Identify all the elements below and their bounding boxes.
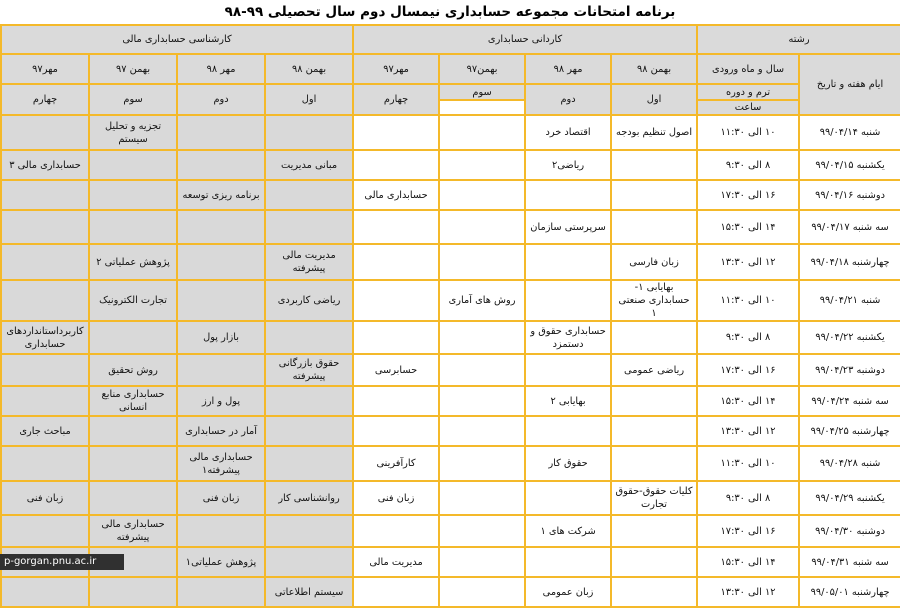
assoc-term-3: سوم [439,84,525,100]
course-cell [265,321,353,354]
course-cell [439,180,525,210]
exam-time: ۱۶ الی ۱۷:۳۰ [697,515,799,547]
course-cell: مدیریت مالی پیشرفته [265,244,353,280]
course-cell [1,515,89,547]
table-row [1,481,900,515]
course-cell [89,150,177,180]
course-cell [177,150,265,180]
table-row [1,150,900,180]
course-cell [439,577,525,607]
course-cell [89,321,177,354]
bach-term-1: اول [265,84,353,115]
course-cell [1,354,89,386]
course-cell: حسابداری منابع انسانی [89,386,177,416]
exam-date: دوشنبه ۹۹/۰۴/۲۳ [799,354,900,386]
course-cell [353,321,439,354]
table-row [1,577,900,607]
course-cell [439,115,525,150]
table-row [1,446,900,481]
exam-date: یکشنبه ۹۹/۰۴/۲۲ [799,321,900,354]
course-cell [353,244,439,280]
course-cell: زبان فارسی [611,244,697,280]
assoc-entry-2: مهر ۹۸ [525,54,611,84]
schedule-body [1,115,900,607]
exam-time: ۸ الی ۹:۳۰ [697,481,799,515]
course-cell [177,354,265,386]
bach-entry-1: بهمن ۹۸ [265,54,353,84]
course-cell: حسابرسی [353,354,439,386]
exam-schedule-table [0,24,900,608]
course-cell: روش های آماری [439,280,525,321]
course-cell [439,446,525,481]
course-cell [439,386,525,416]
table-row [1,416,900,446]
course-cell [611,515,697,547]
course-cell [525,354,611,386]
course-cell: حسابداری مالی پیشرفته۱ [177,446,265,481]
course-cell [439,210,525,244]
course-cell: کلیات حقوق-حقوق تجارت [611,481,697,515]
course-cell [265,446,353,481]
exam-time: ۱۶ الی ۱۷:۳۰ [697,180,799,210]
course-cell: زبان فنی [353,481,439,515]
bach-term-4: چهارم [1,84,89,115]
course-cell [1,244,89,280]
entry-label: سال و ماه ورودی [697,54,799,84]
course-cell: حسابداری مالی [353,180,439,210]
course-cell: تجارت الکترونیک [89,280,177,321]
exam-time: ۱۰ الی ۱۱:۳۰ [697,446,799,481]
course-cell: مبانی مدیریت [265,150,353,180]
course-cell [177,115,265,150]
course-cell [89,446,177,481]
course-cell [1,446,89,481]
exam-date: شنبه ۹۹/۰۴/۲۸ [799,446,900,481]
course-cell: بهایابی ۲ [525,386,611,416]
course-cell: زبان فنی [177,481,265,515]
course-cell [177,280,265,321]
course-cell: زبان عمومی [525,577,611,607]
assoc-term-2: دوم [525,84,611,115]
course-cell [1,386,89,416]
exam-date: دوشنبه ۹۹/۰۴/۳۰ [799,515,900,547]
course-cell [525,416,611,446]
course-cell: اقتصاد خرد [525,115,611,150]
course-cell [611,446,697,481]
course-cell [439,244,525,280]
bach-entry-2: مهر ۹۸ [177,54,265,84]
course-cell: آمار در حسابداری [177,416,265,446]
course-cell [177,515,265,547]
course-cell: حسابداری حقوق و دستمزد [525,321,611,354]
course-cell [265,210,353,244]
exam-date: دوشنبه ۹۹/۰۴/۱۶ [799,180,900,210]
term-label: ترم و دوره [697,84,799,100]
course-cell: مدیریت مالی [353,547,439,577]
course-cell [439,150,525,180]
table-row [1,386,900,416]
group-bachelor: کارشناسی حسابداری مالی [1,25,353,54]
exam-date: چهارشنبه ۹۹/۰۴/۲۵ [799,416,900,446]
course-cell [439,416,525,446]
course-cell [89,481,177,515]
course-cell [611,386,697,416]
bach-entry-4: مهر۹۷ [1,54,89,84]
table-row [1,515,900,547]
course-cell [439,515,525,547]
assoc-term-3-blank [439,100,525,115]
course-cell: اصول تنظیم بودجه [611,115,697,150]
course-cell [1,180,89,210]
table-row [1,180,900,210]
course-cell [439,321,525,354]
exam-time: ۱۴ الی ۱۵:۳۰ [697,547,799,577]
exam-time: ۱۰ الی ۱۱:۳۰ [697,115,799,150]
assoc-term-4: چهارم [353,84,439,115]
course-cell [265,547,353,577]
course-cell [265,386,353,416]
course-cell [439,481,525,515]
course-cell [177,577,265,607]
exam-date: سه شنبه ۹۹/۰۴/۲۴ [799,386,900,416]
table-row [1,354,900,386]
course-cell [353,150,439,180]
exam-time: ۸ الی ۹:۳۰ [697,321,799,354]
course-cell [525,180,611,210]
course-cell [611,547,697,577]
course-cell: کاربرداستانداردهای حسابداری [1,321,89,354]
course-cell [353,416,439,446]
course-cell: کارآفرینی [353,446,439,481]
course-cell [1,280,89,321]
course-cell: شرکت های ۱ [525,515,611,547]
assoc-entry-1: بهمن ۹۸ [611,54,697,84]
assoc-term-1: اول [611,84,697,115]
exam-time: ۱۲ الی ۱۳:۳۰ [697,577,799,607]
course-cell: زبان فنی [1,481,89,515]
course-cell: روش تحقیق [89,354,177,386]
exam-time: ۱۶ الی ۱۷:۳۰ [697,354,799,386]
exam-date: چهارشنبه ۹۹/۰۵/۰۱ [799,577,900,607]
course-cell [525,280,611,321]
course-cell [89,210,177,244]
exam-time: ۱۲ الی ۱۳:۳۰ [697,416,799,446]
course-cell: حسابداری مالی ۳ [1,150,89,180]
course-cell [611,577,697,607]
day-date-label: ایام هفته و تاریخ [799,54,900,115]
group-associate: کاردانی حسابداری [353,25,697,54]
course-cell [265,115,353,150]
course-cell [353,115,439,150]
exam-date: سه شنبه ۹۹/۰۴/۱۷ [799,210,900,244]
course-cell [611,416,697,446]
course-cell: حقوق کار [525,446,611,481]
exam-date: شنبه ۹۹/۰۴/۲۱ [799,280,900,321]
course-cell: بازار پول [177,321,265,354]
course-cell [265,515,353,547]
course-cell [89,180,177,210]
course-cell: حسابداری مالی پیشرفته [89,515,177,547]
exam-time: ۱۰ الی ۱۱:۳۰ [697,280,799,321]
table-row [1,244,900,280]
course-cell: حقوق بازرگانی پیشرفته [265,354,353,386]
course-cell [353,280,439,321]
course-cell: تجزیه و تحلیل سیستم [89,115,177,150]
exam-time: ۸ الی ۹:۳۰ [697,150,799,180]
course-cell [1,210,89,244]
course-cell: روانشناسی کار [265,481,353,515]
course-cell [525,481,611,515]
course-cell [611,321,697,354]
course-cell: سرپرستی سازمان [525,210,611,244]
course-cell [353,210,439,244]
course-cell [265,180,353,210]
course-cell [353,386,439,416]
page-title: برنامه امتحانات مجموعه حسابداری نیمسال دوم سال تحصیلی ۹۹-۹۸ [224,4,676,20]
course-cell: ریاضی عمومی [611,354,697,386]
course-cell [353,577,439,607]
course-cell [89,416,177,446]
course-cell [611,180,697,210]
course-cell [611,150,697,180]
table-row [1,321,900,354]
bach-entry-3: بهمن ۹۷ [89,54,177,84]
bach-term-2: دوم [177,84,265,115]
exam-date: سه شنبه ۹۹/۰۴/۳۱ [799,547,900,577]
site-watermark: p-gorgan.pnu.ac.ir [0,554,124,570]
table-row [1,280,900,321]
course-cell [265,416,353,446]
exam-time: ۱۴ الی ۱۵:۳۰ [697,210,799,244]
exam-date: یکشنبه ۹۹/۰۴/۱۵ [799,150,900,180]
course-cell: سیستم اطلاعاتی [265,577,353,607]
table-row [1,547,900,577]
exam-time: ۱۴ الی ۱۵:۳۰ [697,386,799,416]
course-cell [89,577,177,607]
exam-time: ۱۲ الی ۱۳:۳۰ [697,244,799,280]
bach-term-3: سوم [89,84,177,115]
course-cell [525,547,611,577]
course-cell: مباحث جاری [1,416,89,446]
course-cell: بهایابی ۱-حسابداری صنعتی ۱ [611,280,697,321]
course-cell [353,515,439,547]
table-row [1,115,900,150]
course-cell [177,244,265,280]
course-cell: برنامه ریزی توسعه [177,180,265,210]
course-cell: پول و ارز [177,386,265,416]
course-cell: ریاضی کاربردی [265,280,353,321]
course-cell [439,354,525,386]
exam-date: چهارشنبه ۹۹/۰۴/۱۸ [799,244,900,280]
course-cell [177,210,265,244]
time-label: ساعت [697,100,799,115]
course-cell: پژوهش عملیاتی ۲ [89,244,177,280]
course-cell: پژوهش عملیاتی۱ [177,547,265,577]
course-cell [611,210,697,244]
course-cell [525,244,611,280]
course-cell: ریاضی۲ [525,150,611,180]
exam-date: شنبه ۹۹/۰۴/۱۴ [799,115,900,150]
assoc-entry-3: بهمن۹۷ [439,54,525,84]
field-label: رشته [697,25,900,54]
course-cell [1,577,89,607]
assoc-entry-4: مهر۹۷ [353,54,439,84]
exam-date: یکشنبه ۹۹/۰۴/۲۹ [799,481,900,515]
course-cell [1,115,89,150]
course-cell [439,547,525,577]
table-row [1,210,900,244]
